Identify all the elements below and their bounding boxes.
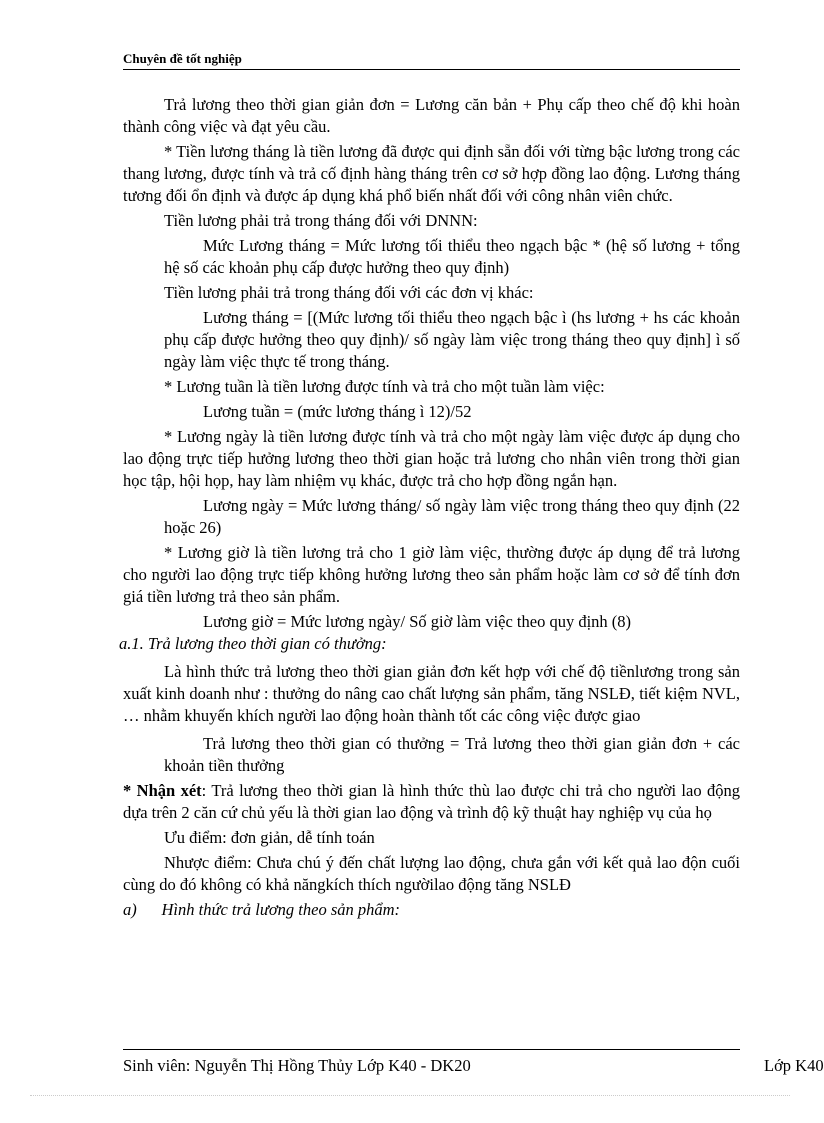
paragraph-time-pay-with-bonus: Là hình thức trả lương theo thời gian giản đơn kết hợp với chế độ tiềnlương trong sản xuất kinh doanh như : thưởng do nâng cao chất lượng sản phẩm, tăng NSLĐ, tiết kiệm NVL, … nhằm khuyến khích người lao động hoàn thành tốt các công việc được giao [123, 662, 740, 725]
footer-divider [123, 1049, 740, 1050]
paragraph-remark [123, 780, 740, 824]
paragraph-monthly-wage: * Tiền lương tháng là tiền lương đã được qui định sẵn đối với từng bậc lương trong các thang lương, được tính và trả cố định hàng tháng trên cơ sở hợp đồng lao động. Lương tháng tương đối ổn định và được áp dụng khá phổ biến nhất đối với công nhân viên chức. [123, 142, 740, 205]
document-body [119, 94, 740, 921]
paragraph-other-units-heading: Tiền lương phải trả trong tháng đối với các đơn vị khác: [164, 283, 534, 302]
remark-label: * Nhận xét [123, 781, 202, 800]
formula-monthly-wage-dnnn: Mức Lương tháng = Mức lương tối thiểu theo ngạch bậc * (hệ số lương + tổng hệ số các khoản phụ cấp được hưởng theo quy định) [164, 236, 740, 277]
paragraph-daily-wage: * Lương ngày là tiền lương được tính và trả cho một ngày làm việc được áp dụng cho lao động trực tiếp hưởng lương theo thời gian hoặc trả lương cho nhân viên trong thời gian học tập, hội họp, hay làm nhiệm vụ khác, được trả cho hợp đồng ngắn hạn. [123, 427, 740, 490]
formula-monthly-wage-other: Lương tháng = [(Mức lương tối thiểu theo ngạch bậc ì (hs lương + hs các khoản phụ cấp được hưởng theo quy định)/ số ngày làm việc trong tháng theo quy định] ì số ngày làm việc thực tế trong tháng. [164, 308, 740, 371]
paragraph-advantages: Ưu điểm: đơn giản, dễ tính toán [164, 828, 375, 847]
paragraph-disadvantages: Nhược điểm: Chưa chú ý đến chất lượng lao động, chưa gắn với kết quả lao độn cuối cùng do đó không có khả năngkích thích ngườilao động tăng NSLĐ [123, 853, 740, 894]
formula-hourly-wage: Lương giờ = Mức lương ngày/ Số giờ làm việc theo quy định (8) [203, 612, 632, 631]
paragraph-hourly-wage: * Lương giờ là tiền lương trả cho 1 giờ làm việc, thường được áp dụng để trả lương cho người lao động trực tiếp không hưởng lương theo sản phẩm hoặc làm cơ sở để tính đơn giá tiền lương trả theo sản phẩm. [123, 543, 740, 606]
formula-weekly-wage: Lương tuần = (mức lương tháng ì 12)/52 [203, 402, 472, 421]
paragraph-dnnn-heading: Tiền lương phải trả trong tháng đối với DNNN: [164, 211, 478, 230]
paragraph-weekly-wage: * Lương tuần là tiền lương được tính và trả cho một tuần làm việc: [164, 377, 605, 396]
page-bottom-dotted-border [30, 1095, 790, 1096]
heading-time-pay-with-bonus: a.1. Trả lương theo thời gian có thưởng: [119, 634, 387, 653]
footer-student-info: Sinh viên: Nguyễn Thị Hồng Thủy Lớp K40 - DK20 [123, 1056, 471, 1075]
formula-daily-wage: Lương ngày = Mức lương tháng/ số ngày làm việc trong tháng theo quy định (22 hoặc 26) [164, 496, 740, 537]
footer-class-label: Lớp K40 [764, 1056, 824, 1075]
formula-time-pay-with-bonus: Trả lương theo thời gian có thưởng = Trả lương theo thời gian giản đơn + các khoản tiền thưởng [164, 734, 740, 775]
heading-product-pay: a) Hình thức trả lương theo sản phẩm: [123, 900, 401, 919]
remark-text: : Trả lương theo thời gian là hình thức thù lao được chi trả cho người lao động dựa trên 2 căn cứ chủ yếu là thời gian lao động và trình độ kỹ thuật hay nghiệp vụ của họ [123, 781, 740, 822]
page-header: Chuyên đề tốt nghiệp [123, 50, 740, 70]
paragraph-simple-time-pay: Trả lương theo thời gian giản đơn = Lương căn bản + Phụ cấp theo chế độ khi hoàn thành công việc và đạt yêu cầu. [123, 95, 740, 136]
